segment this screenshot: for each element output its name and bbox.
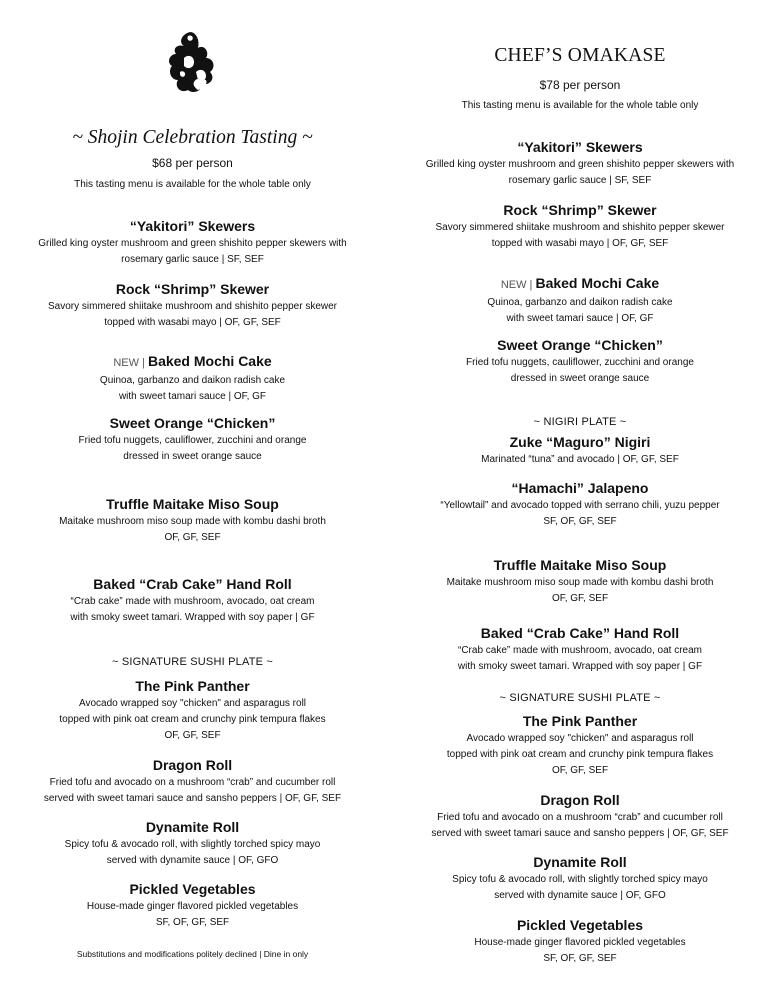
item-description: Fried tofu and avocado on a mushroom “crab” and cucumber roll served with sweet tamari sauce and sansho peppers | OF, GF, SEF <box>43 777 342 804</box>
menu-item <box>393 202 767 252</box>
menu-item <box>393 480 767 530</box>
menu-item <box>0 678 385 744</box>
item-description: “Crab cake” made with mushroom, avocado, oat cream with smoky sweet tamari. Wrapped with soy paper | GF <box>70 596 315 623</box>
item-description: Savory simmered shiitake mushroom and shishito pepper skewer topped with wasabi mayo | OF, GF, SEF <box>47 301 337 328</box>
item-description: Maitake mushroom miso soup made with kombu dashi broth OF, GF, SEF <box>446 577 714 604</box>
item-description: Marinated “tuna” and avocado | OF, GF, SEF <box>481 454 679 465</box>
item-description: Fried tofu and avocado on a mushroom “crab” and cucumber roll served with sweet tamari sauce and sansho peppers | OF, GF, SEF <box>431 812 729 839</box>
item-description: Spicy tofu & avocado roll, with slightly torched spicy mayo served with dynamite sauce | OF, GFO <box>64 839 321 866</box>
item-description: Quinoa, garbanzo and daikon radish cake with sweet tamari sauce | OF, GF <box>487 297 673 324</box>
section-heading: ~ SIGNATURE SUSHI PLATE ~ <box>499 692 661 704</box>
item-name: Truffle Maitake Miso Soup <box>106 496 279 512</box>
item-name: Pickled Vegetables <box>516 917 644 933</box>
item-description: Savory simmered shiitake mushroom and shishito pepper skewer topped with wasabi mayo | OF, GF, SEF <box>435 222 725 249</box>
item-name: Dragon Roll <box>540 792 620 808</box>
item-name: Dragon Roll <box>152 757 233 773</box>
new-tag: NEW | <box>113 357 148 369</box>
item-description: Avocado wrapped soy "chicken" and asparagus roll topped with pink oat cream and crunchy pink tempura flakes OF, GF, SEF <box>59 698 326 741</box>
item-name: Pickled Vegetables <box>129 881 256 897</box>
item-name: Sweet Orange “Chicken” <box>109 415 276 431</box>
item-description: House-made ginger flavored pickled vegetables SF, OF, GF, SEF <box>86 901 299 928</box>
item-description: Maitake mushroom miso soup made with kombu dashi broth OF, GF, SEF <box>59 516 326 543</box>
item-name: NEW | Baked Mochi Cake <box>113 353 272 369</box>
menu-item <box>393 557 767 607</box>
left-menu-title: ~ Shojin Celebration Tasting ~ <box>72 127 313 148</box>
menu-item <box>0 281 385 331</box>
item-name: Dynamite Roll <box>145 819 240 835</box>
section-heading: ~ NIGIRI PLATE ~ <box>533 416 627 428</box>
flourish-logo-icon <box>160 28 224 98</box>
menu-item <box>393 337 767 387</box>
item-description: “Crab cake” made with mushroom, avocado, oat cream with smoky sweet tamari. Wrapped with soy paper | GF <box>457 645 703 672</box>
menu-item <box>393 792 767 842</box>
item-name: Sweet Orange “Chicken” <box>497 337 663 353</box>
item-name: “Hamachi” Jalapeno <box>511 480 649 496</box>
item-name: “Yakitori” Skewers <box>129 218 256 234</box>
menu-item <box>393 139 767 189</box>
item-description: Quinoa, garbanzo and daikon radish cake with sweet tamari sauce | OF, GF <box>99 375 286 402</box>
left-menu-price: $68 per person <box>152 156 233 170</box>
item-name: The Pink Panther <box>135 678 250 694</box>
item-name: “Yakitori” Skewers <box>517 139 643 155</box>
right-menu-title: CHEF’S OMAKASE <box>494 45 666 66</box>
menu-item <box>0 218 385 268</box>
item-name: The Pink Panther <box>522 713 638 729</box>
item-name: Baked “Crab Cake” Hand Roll <box>480 625 680 641</box>
menu-item <box>393 713 767 779</box>
left-menu-note: This tasting menu is available for the whole table only <box>74 179 311 190</box>
menu-item <box>0 576 385 626</box>
item-description: Fried tofu nuggets, cauliflower, zucchini and orange dressed in sweet orange sauce <box>466 357 694 384</box>
item-description: Fried tofu nuggets, cauliflower, zucchini and orange dressed in sweet orange sauce <box>78 435 307 462</box>
new-tag: NEW | <box>500 279 536 291</box>
item-name: Dynamite Roll <box>533 854 627 870</box>
menu-item <box>0 353 385 405</box>
right-menu-note: This tasting menu is available for the whole table only <box>461 100 699 111</box>
item-description: Grilled king oyster mushroom and green shishito pepper skewers with rosemary garlic sauce | SF, SEF <box>425 159 735 186</box>
menu-item <box>393 854 767 904</box>
menu-item <box>393 434 767 468</box>
menu-item <box>0 881 385 931</box>
item-description: House-made ginger flavored pickled vegetables SF, OF, GF, SEF <box>474 937 686 964</box>
item-description: Spicy tofu & avocado roll, with slightly torched spicy mayo served with dynamite sauce | OF, GFO <box>452 874 708 901</box>
menu-item <box>0 757 385 807</box>
item-name: Zuke “Maguro” Nigiri <box>509 434 651 450</box>
menu-item <box>393 917 767 967</box>
item-name: NEW | Baked Mochi Cake <box>500 275 660 291</box>
item-name: Truffle Maitake Miso Soup <box>493 557 667 573</box>
menu-item <box>0 819 385 869</box>
item-name: Rock “Shrimp” Skewer <box>503 202 657 218</box>
item-description: Avocado wrapped soy "chicken" and asparagus roll topped with pink oat cream and crunchy pink tempura flakes OF, GF, SEF <box>446 733 714 776</box>
item-name: Baked “Crab Cake” Hand Roll <box>93 576 292 592</box>
section-heading: ~ SIGNATURE SUSHI PLATE ~ <box>111 656 274 668</box>
menu-item <box>393 625 767 675</box>
item-name: Rock “Shrimp” Skewer <box>115 281 270 297</box>
footer-note: Substitutions and modifications politely declined | Dine in only <box>76 949 309 959</box>
menu-item <box>0 415 385 465</box>
item-description: “Yellowtail” and avocado topped with serrano chili, yuzu pepper SF, OF, GF, SEF <box>440 500 720 527</box>
right-menu-price: $78 per person <box>539 78 621 92</box>
menu-item <box>0 496 385 546</box>
item-description: Grilled king oyster mushroom and green shishito pepper skewers with rosemary garlic sauce | SF, SEF <box>38 238 347 265</box>
menu-item <box>393 275 767 327</box>
